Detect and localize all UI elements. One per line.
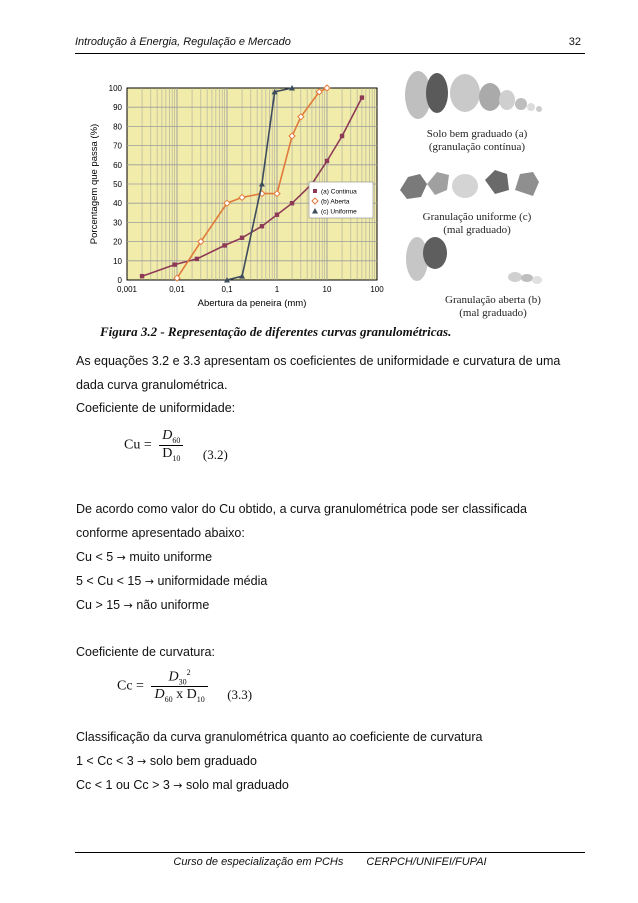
label-well-graded-2: (granulação contínua)	[428, 141, 526, 153]
paragraph-1b: dada curva granulométrica.	[76, 378, 228, 392]
legend-marker	[313, 189, 317, 193]
cu-rule-2-result: uniformidade média	[157, 574, 268, 588]
y-tick-label: 70	[113, 141, 122, 151]
cc-fraction	[151, 668, 207, 704]
cu-rule-1-cond: Cu < 5	[76, 550, 114, 564]
cc-rule-2-cond: Cc < 1 ou Cc > 3	[76, 778, 170, 792]
data-point	[275, 213, 279, 217]
rock-shape	[427, 172, 449, 195]
arrow-icon: →	[116, 551, 126, 564]
x-tick-label: 10	[322, 285, 332, 294]
rock-shape	[515, 172, 539, 196]
label-open-2: (mal graduado)	[459, 307, 527, 319]
cu-rule-3-cond: Cu > 15	[76, 598, 121, 612]
y-tick-label: 90	[113, 103, 122, 113]
data-point	[173, 262, 177, 266]
paragraph-1a: As equações 3.2 e 3.3 apresentam os coeficientes de uniformidade e curvatura de uma	[76, 354, 561, 368]
cc-rule-2	[76, 778, 289, 792]
cc-num-sub: 30	[178, 677, 187, 687]
x-tick-label: 0,1	[221, 285, 233, 294]
y-axis-label: Porcentagem que passa (%)	[89, 123, 100, 245]
data-point	[195, 257, 199, 261]
legend-entry: (a) Continua	[321, 188, 357, 196]
cc-num-sup: 2	[186, 668, 191, 677]
header-title: Introdução à Energia, Regulação e Mercado	[75, 36, 291, 48]
cc-rule-2-result: solo mal graduado	[186, 778, 289, 792]
legend-entry: (b) Aberta	[321, 198, 350, 206]
rock-shape	[423, 237, 447, 269]
cu-num-sub: 60	[172, 435, 181, 445]
y-tick-label: 100	[108, 84, 122, 93]
cu-equation	[124, 428, 228, 463]
rock-shape	[532, 276, 542, 284]
cu-den: D	[162, 445, 173, 461]
page-number: 32	[568, 36, 581, 48]
label-uniform-1: Granulação uniforme (c)	[422, 211, 532, 223]
x-tick-label: 0,001	[116, 285, 138, 294]
footer-org: CERPCH/UNIFEI/FUPAI	[366, 856, 487, 868]
figure-caption: Figura 3.2 - Representação de diferentes curvas granulométricas.	[100, 324, 452, 339]
rock-shape	[499, 90, 515, 110]
x-tick-label: 100	[370, 285, 384, 294]
cu-den-sub: 10	[172, 453, 181, 463]
rock-shape	[450, 74, 480, 112]
rock-shape	[508, 272, 522, 282]
y-tick-label: 0	[117, 276, 122, 285]
cu-rule-3-result: não uniforme	[136, 598, 210, 612]
x-tick-label: 0,01	[169, 285, 185, 294]
label-open-1: Granulação aberta (b)	[445, 294, 541, 306]
cc-lhs: Cc =	[117, 678, 144, 694]
x-tick-label: 1	[274, 285, 280, 294]
cc-den2-sub: 10	[196, 695, 205, 705]
legend-entry: (c) Uniforme	[321, 208, 357, 216]
cc-rule-1-result: solo bem graduado	[149, 754, 257, 768]
page-footer	[75, 852, 585, 868]
y-tick-label: 20	[113, 237, 122, 247]
label-well-graded-1: Solo bem graduado (a)	[426, 128, 528, 140]
x-axis-label: Abertura da peneira (mm)	[197, 298, 307, 309]
cu-lhs: Cu =	[124, 437, 152, 453]
cu-num: D	[162, 428, 173, 443]
data-point	[240, 236, 244, 240]
rock-shape	[536, 106, 542, 112]
label-uniform-2: (mal graduado)	[443, 224, 511, 236]
paragraph-2a: De acordo como valor do Cu obtido, a curva granulométrica pode ser classificada	[76, 502, 527, 516]
soil-illustrations	[400, 71, 542, 284]
y-tick-label: 10	[113, 256, 122, 266]
cc-den1-sub: 60	[164, 695, 173, 705]
rock-shape	[515, 98, 527, 110]
cu-rule-1	[76, 550, 212, 564]
data-point	[260, 224, 264, 228]
cc-den-mid: x D	[172, 687, 197, 703]
y-tick-label: 50	[113, 180, 122, 189]
data-point	[223, 243, 227, 247]
paragraph-3: Classificação da curva granulométrica quanto ao coeficiente de curvatura	[76, 730, 483, 744]
y-tick-label: 60	[113, 160, 122, 170]
rock-shape	[400, 174, 427, 199]
data-point	[360, 95, 364, 99]
y-tick-label: 40	[113, 199, 122, 209]
cu-title: Coeficiente de uniformidade:	[76, 401, 236, 415]
y-tick-label: 30	[113, 218, 122, 228]
cc-eq-number: (3.3)	[227, 687, 253, 703]
cu-eq-number: (3.2)	[202, 446, 228, 462]
arrow-icon: →	[123, 599, 133, 612]
cc-equation	[117, 668, 252, 704]
footer-course: Curso de especialização em PCHs	[173, 856, 344, 868]
rock-shape	[479, 83, 501, 111]
cu-rule-2-cond: 5 < Cu < 15	[76, 574, 142, 588]
arrow-icon: →	[137, 755, 147, 768]
rock-shape	[452, 174, 478, 198]
soil-labels	[423, 128, 542, 319]
granulometric-figure	[75, 62, 555, 342]
cu-rule-3	[76, 598, 209, 612]
rock-shape	[485, 170, 509, 194]
cu-rule-2	[76, 574, 267, 588]
rock-shape	[521, 274, 533, 282]
granulometric-chart	[89, 84, 384, 309]
cu-rule-1-result: muito uniforme	[129, 550, 213, 564]
cc-title: Coeficiente de curvatura:	[76, 645, 215, 659]
rock-shape	[527, 103, 535, 111]
arrow-icon: →	[144, 575, 155, 588]
arrow-icon: →	[173, 779, 183, 792]
data-point	[140, 274, 144, 278]
rock-shape	[426, 73, 448, 113]
data-point	[340, 134, 344, 138]
cc-rule-1-cond: 1 < Cc < 3	[76, 754, 134, 768]
data-point	[325, 159, 329, 163]
y-tick-label: 80	[113, 122, 122, 132]
cc-den1: D	[154, 687, 165, 703]
cc-rule-1	[76, 754, 257, 768]
paragraph-2b: conforme apresentado abaixo:	[76, 526, 245, 540]
page-header	[75, 36, 585, 54]
cu-fraction	[159, 428, 183, 463]
data-point	[290, 201, 294, 205]
cc-num: D	[168, 669, 179, 685]
